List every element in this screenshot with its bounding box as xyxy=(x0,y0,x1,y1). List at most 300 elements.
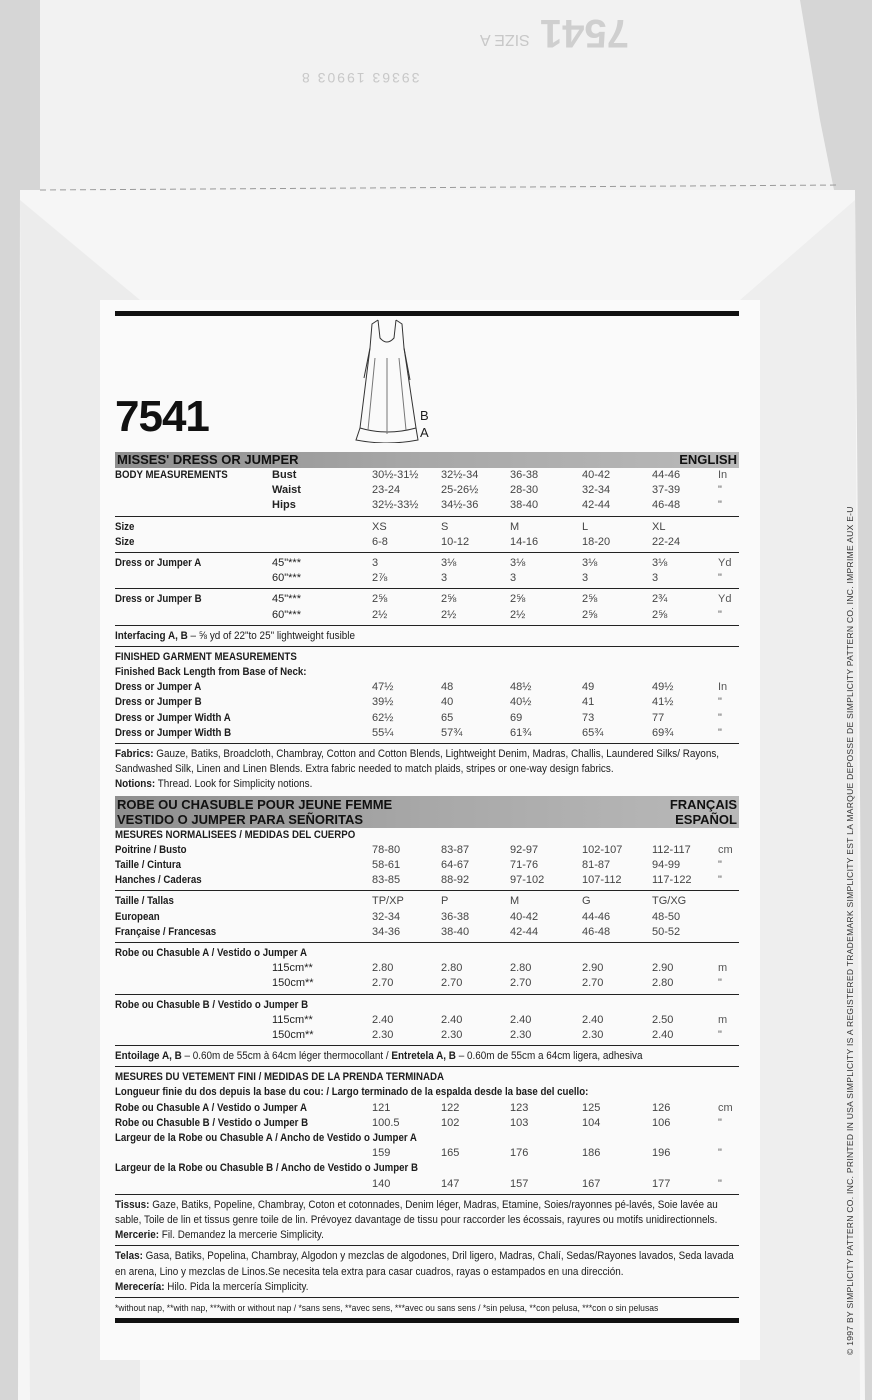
cell-value: 3 xyxy=(372,556,379,569)
row-label: Size xyxy=(115,535,135,548)
interfacing-label: Interfacing A, B xyxy=(115,629,188,642)
fr-es-yardage-b xyxy=(115,998,739,1044)
cell-value: 65 xyxy=(441,711,454,724)
cell-value: 159 xyxy=(372,1147,391,1160)
cell-value: 147 xyxy=(441,1177,460,1190)
cell-value: 2⅝ xyxy=(510,593,526,606)
cell-value: 2.40 xyxy=(372,1013,394,1026)
cell-value: 32½-33½ xyxy=(372,499,419,512)
row-sublabel: Hips xyxy=(272,499,296,512)
row-sublabel: 45"*** xyxy=(272,556,301,569)
cell-value: 3 xyxy=(441,572,448,585)
merceria-text: Hilo. Pida la mercería Simplicity. xyxy=(164,1280,309,1293)
cell-value: P xyxy=(441,895,449,908)
table-row xyxy=(115,1028,739,1043)
english-yardage-a xyxy=(115,556,739,586)
row-label: Largeur de la Robe ou Chasuble B / Ancho de Vestido o Jumper B xyxy=(115,1162,419,1175)
spanish-title: VESTIDO O JUMPER PARA SEÑORITAS xyxy=(117,812,364,828)
cell-value: 34½-36 xyxy=(441,499,479,512)
table-row xyxy=(115,843,739,858)
cell-value: 36-38 xyxy=(510,469,539,481)
cell-value: 112-117 xyxy=(652,843,691,856)
cell-value: 78-80 xyxy=(372,843,401,856)
cell-value: 22-24 xyxy=(652,535,681,548)
english-notions xyxy=(115,777,738,792)
pattern-number: 7541 xyxy=(115,392,209,441)
fr-es-sizes xyxy=(115,894,739,940)
row-label: Dress or Jumper B xyxy=(115,696,202,709)
dress-illustration xyxy=(350,318,425,443)
divider xyxy=(115,1297,739,1298)
cell-value: 100.5 xyxy=(372,1116,400,1129)
table-row xyxy=(115,468,739,483)
table-row xyxy=(115,1146,739,1161)
cell-value: 102-107 xyxy=(582,843,623,856)
cell-value: 41½ xyxy=(652,696,674,709)
table-row xyxy=(115,665,739,680)
bottom-rule xyxy=(115,1318,739,1323)
english-language: ENGLISH xyxy=(679,452,737,467)
tissus-label: Tissus: xyxy=(115,1198,150,1211)
table-row xyxy=(115,1131,739,1146)
row-sublabel: 150cm** xyxy=(272,977,314,990)
cell-value: 23-24 xyxy=(372,484,401,497)
unit-label: " xyxy=(718,711,722,724)
cell-value: XS xyxy=(372,520,387,533)
unit-label: Yd xyxy=(718,593,732,606)
table-row xyxy=(115,556,739,571)
cell-value: 122 xyxy=(441,1101,460,1114)
row-label: Size xyxy=(115,520,135,533)
cell-value: 106 xyxy=(652,1116,671,1129)
notions-label: Notions: xyxy=(115,778,156,791)
table-row xyxy=(115,650,739,665)
table-row xyxy=(115,680,739,695)
cell-value: 3⅛ xyxy=(510,556,526,569)
cell-value: 3 xyxy=(652,572,659,585)
cell-value: 38-40 xyxy=(441,925,470,938)
notions-text: Thread. Look for Simplicity notions. xyxy=(155,778,313,791)
cell-value: 3⅛ xyxy=(582,556,598,569)
cell-value: 71-76 xyxy=(510,859,539,871)
cell-value: 83-87 xyxy=(441,843,470,856)
cell-value: 92-97 xyxy=(510,843,539,856)
flap-pattern-number: 7541 xyxy=(540,11,629,55)
english-yardage-b xyxy=(115,592,739,622)
cell-value: 14-16 xyxy=(510,535,539,548)
cell-value: 94-99 xyxy=(652,859,681,871)
divider xyxy=(115,994,739,995)
telas-text: Gasa, Batiks, Popelina, Chambray, Algodon y mezclas de algodones, Dril ligero, Madras, Chalí, Sedas/Rayones lavados, Seda lavada en arena, Lino y mezclas de Linos.Se necesita tela extra para casar cuadros, rayas o estampados en una dirección. xyxy=(115,1250,734,1278)
divider xyxy=(115,942,739,943)
cell-value: 2.90 xyxy=(652,962,674,975)
cell-value: 40-42 xyxy=(582,469,611,481)
cell-value: 32-34 xyxy=(372,910,401,923)
cell-value: 46-48 xyxy=(582,925,611,938)
english-interfacing xyxy=(115,629,738,644)
entoilage-text: – 0.60m de 55cm à 64cm léger thermocollant / xyxy=(181,1050,392,1063)
cell-value: 39½ xyxy=(372,696,394,709)
cell-value: 62½ xyxy=(372,711,394,724)
row-label: Robe ou Chasuble B / Vestido o Jumper B xyxy=(115,998,309,1011)
row-sublabel: 150cm** xyxy=(272,1028,314,1041)
divider xyxy=(115,743,739,744)
cell-value: 48½ xyxy=(510,681,532,694)
cell-value: 104 xyxy=(582,1116,601,1129)
table-row xyxy=(115,894,739,909)
table-row xyxy=(115,828,739,843)
cell-value: 32-34 xyxy=(582,484,611,497)
cell-value: 42-44 xyxy=(582,499,611,512)
cell-value: 2.80 xyxy=(372,962,394,975)
unit-label: cm xyxy=(718,843,733,856)
table-row xyxy=(115,1177,739,1192)
cell-value: 107-112 xyxy=(582,874,622,887)
row-label: European xyxy=(115,910,160,923)
cell-value: TP/XP xyxy=(372,895,404,908)
fr-es-body-measurements xyxy=(115,828,739,889)
table-row xyxy=(115,961,739,976)
cell-value: 6-8 xyxy=(372,535,388,548)
cell-value: 77 xyxy=(652,711,665,724)
row-sublabel: 45"*** xyxy=(272,593,301,606)
cell-value: 140 xyxy=(372,1177,391,1190)
row-sublabel: 115cm** xyxy=(272,1013,313,1026)
cell-value: 44-46 xyxy=(582,910,611,923)
cell-value: TG/XG xyxy=(652,895,687,908)
table-row xyxy=(115,520,739,535)
unit-label: " xyxy=(718,859,722,871)
divider xyxy=(115,1245,739,1246)
row-label: Robe ou Chasuble B / Vestido o Jumper B xyxy=(115,1116,309,1129)
cell-value: 123 xyxy=(510,1101,529,1114)
cell-value: 48-50 xyxy=(652,910,681,923)
divider xyxy=(115,1194,739,1195)
cell-value: 2.40 xyxy=(652,1028,674,1041)
cell-value: 41 xyxy=(582,696,595,709)
copyright-side-text: © 1997 BY SIMPLICITY PATTERN CO. INC. PRINTED IN USA SIMPLICITY IS A REGISTERED TRADEMARK SIMPLICITY EST LA MARQUE DEPOSSE DE SIMPLICITY PATTERN CO. INC. IMPRIME AUX E-U xyxy=(845,506,855,1355)
row-label: Dress or Jumper A xyxy=(115,681,202,694)
row-label: Dress or Jumper A xyxy=(115,556,202,569)
cell-value: G xyxy=(582,895,591,908)
divider xyxy=(115,588,739,589)
cell-value: 28-30 xyxy=(510,484,539,497)
unit-label: " xyxy=(718,1116,722,1129)
merceria-label: Merecería: xyxy=(115,1280,165,1293)
cell-value: 64-67 xyxy=(441,859,470,871)
divider xyxy=(115,890,739,891)
table-row xyxy=(115,483,739,498)
nap-footnote: *without nap, **with nap, ***with or without nap / *sans sens, **avec sens, ***avec ou sans sens / *sin pelusa, **con pelusa, ***con o sin pelusas xyxy=(115,1302,659,1314)
french-title: ROBE OU CHASUBLE POUR JEUNE FEMME xyxy=(117,796,393,812)
table-row xyxy=(115,695,739,710)
table-row xyxy=(115,1013,739,1028)
table-row xyxy=(115,498,739,513)
cell-value: 2.80 xyxy=(652,977,674,990)
cell-value: 176 xyxy=(510,1147,529,1160)
table-row xyxy=(115,946,739,961)
cell-value: 50-52 xyxy=(652,925,681,938)
cell-value: 196 xyxy=(652,1147,671,1160)
row-label: Largeur de la Robe ou Chasuble A / Ancho de Vestido o Jumper A xyxy=(115,1132,417,1145)
english-body-measurements xyxy=(115,468,739,514)
row-label: Longueur finie du dos depuis la base du cou: / Largo terminado de la espalda desde la base del cuello: xyxy=(115,1086,589,1099)
cell-value: 2.30 xyxy=(441,1028,463,1041)
row-sublabel: Waist xyxy=(272,484,301,497)
unit-label: m xyxy=(718,1013,728,1026)
table-row xyxy=(115,726,739,741)
cell-value: 177 xyxy=(652,1177,671,1190)
row-label: Finished Back Length from Base of Neck: xyxy=(115,666,307,679)
measurement-chart xyxy=(115,452,739,1323)
unit-label: " xyxy=(718,1147,722,1160)
flap-size: SIZE A xyxy=(480,31,530,48)
cell-value: 25-26½ xyxy=(441,484,479,497)
cell-value: 55¼ xyxy=(372,726,394,739)
row-label: FINISHED GARMENT MEASUREMENTS xyxy=(115,650,297,663)
fr-es-header-bar xyxy=(115,796,739,828)
cell-value: 47½ xyxy=(372,681,394,694)
flap-barcode: 39363 19903 8 xyxy=(300,70,420,86)
cell-value: 2½ xyxy=(372,608,388,621)
row-label: MESURES NORMALISEES / MEDIDAS DEL CUERPO xyxy=(115,828,356,841)
unit-label: " xyxy=(718,484,722,497)
telas-label: Telas: xyxy=(115,1250,143,1263)
cell-value: 18-20 xyxy=(582,535,611,548)
cell-value: 3 xyxy=(510,572,517,585)
divider xyxy=(115,516,739,517)
mercerie-text: Fil. Demandez la mercerie Simplicity. xyxy=(159,1229,324,1242)
cell-value: 65¾ xyxy=(582,726,604,739)
cell-value: 2.70 xyxy=(510,977,532,990)
cell-value: 2.80 xyxy=(510,962,532,975)
cell-value: 42-44 xyxy=(510,925,539,938)
divider xyxy=(115,1045,739,1046)
table-row xyxy=(115,1101,739,1116)
fabrics-label: Fabrics: xyxy=(115,748,154,761)
top-rule xyxy=(115,311,739,316)
table-row xyxy=(115,925,739,940)
cell-value: 2.30 xyxy=(372,1028,394,1041)
cell-value: 103 xyxy=(510,1116,529,1129)
cell-value: 3⅛ xyxy=(441,556,457,569)
cell-value: 102 xyxy=(441,1116,460,1129)
cell-value: 40-42 xyxy=(510,910,539,923)
unit-label: " xyxy=(718,572,722,585)
unit-label: Yd xyxy=(718,556,732,569)
cell-value: 48 xyxy=(441,681,454,694)
unit-label: cm xyxy=(718,1101,733,1114)
row-sublabel: 60"*** xyxy=(272,608,301,621)
fr-es-finished-measurements xyxy=(115,1070,739,1192)
table-row xyxy=(115,1116,739,1131)
cell-value: 186 xyxy=(582,1147,601,1160)
entoilage-label: Entoilage A, B xyxy=(115,1050,182,1063)
cell-value: 157 xyxy=(510,1177,529,1190)
cell-value: 10-12 xyxy=(441,535,470,548)
cell-value: 165 xyxy=(441,1147,460,1160)
english-fabrics xyxy=(115,747,738,777)
cell-value: 3 xyxy=(582,572,589,585)
cell-value: 44-46 xyxy=(652,469,681,481)
cell-value: 58-61 xyxy=(372,859,401,871)
cell-value: 32½-34 xyxy=(441,469,479,481)
unit-label: " xyxy=(718,696,722,709)
cell-value: M xyxy=(510,895,520,908)
table-row xyxy=(115,535,739,550)
divider xyxy=(115,1066,739,1067)
cell-value: 2½ xyxy=(441,608,457,621)
cell-value: 36-38 xyxy=(441,910,470,923)
cell-value: 2.40 xyxy=(582,1013,604,1026)
spanish-fabrics xyxy=(115,1249,738,1279)
unit-label: In xyxy=(718,681,728,694)
table-row xyxy=(115,1070,739,1085)
divider xyxy=(115,646,739,647)
view-label-a: A xyxy=(420,425,429,440)
divider xyxy=(115,552,739,553)
cell-value: 2⅝ xyxy=(441,593,457,606)
row-label: Dress or Jumper Width A xyxy=(115,711,231,724)
cell-value: 61¾ xyxy=(510,726,532,739)
unit-label: " xyxy=(718,1177,722,1190)
row-label: BODY MEASUREMENTS xyxy=(115,469,228,481)
row-label: Française / Francesas xyxy=(115,925,217,938)
cell-value: 2½ xyxy=(510,608,526,621)
spanish-language: ESPAÑOL xyxy=(675,812,737,828)
cell-value: 49 xyxy=(582,681,595,694)
cell-value: M xyxy=(510,520,520,533)
french-fabrics xyxy=(115,1198,738,1228)
cell-value: 34-36 xyxy=(372,925,401,938)
cell-value: 2⅝ xyxy=(582,593,598,606)
cell-value: 37-39 xyxy=(652,484,681,497)
cell-value: 121 xyxy=(372,1101,391,1114)
english-finished-measurements xyxy=(115,650,739,741)
row-label: Poitrine / Busto xyxy=(115,843,187,856)
cell-value: 126 xyxy=(652,1101,671,1114)
cell-value: 81-87 xyxy=(582,859,611,871)
spanish-notions xyxy=(115,1280,738,1295)
mercerie-label: Mercerie: xyxy=(115,1229,160,1242)
unit-label: " xyxy=(718,874,722,887)
table-row xyxy=(115,1085,739,1100)
row-sublabel: 115cm** xyxy=(272,962,313,975)
table-row xyxy=(115,608,739,623)
cell-value: 2.40 xyxy=(510,1013,532,1026)
cell-value: 83-85 xyxy=(372,874,401,887)
cell-value: 2.50 xyxy=(652,1013,674,1026)
cell-value: 69¾ xyxy=(652,726,674,739)
english-sizes xyxy=(115,520,739,550)
interfacing-text: – ⅝ yd of 22"to 25" lightweight fusible xyxy=(187,629,355,642)
cell-value: 117-122 xyxy=(652,874,692,887)
french-notions xyxy=(115,1228,738,1243)
english-header-bar xyxy=(115,452,739,468)
cell-value: 30½-31½ xyxy=(372,469,419,481)
row-label: Robe ou Chasuble A / Vestido o Jumper A xyxy=(115,1101,308,1114)
cell-value: L xyxy=(582,520,589,533)
table-row xyxy=(115,873,739,888)
cell-value: 2⅝ xyxy=(582,608,598,621)
fabrics-text: Gauze, Batiks, Broadcloth, Chambray, Cotton and Cotton Blends, Lightweight Denim, Madras, Challis, Laundered Silks/ Rayons, Sandwashed Silk, Linen and Linen Blends. Extra fabric needed to match plaids, stripes or one-way design fabrics. xyxy=(115,748,720,776)
cell-value: S xyxy=(441,520,449,533)
unit-label: " xyxy=(718,726,722,739)
cell-value: 167 xyxy=(582,1177,601,1190)
unit-label: In xyxy=(718,469,728,481)
row-label: MESURES DU VETEMENT FINI / MEDIDAS DE LA PRENDA TERMINADA xyxy=(115,1071,444,1084)
row-label: Dress or Jumper B xyxy=(115,593,202,606)
cell-value: 125 xyxy=(582,1101,601,1114)
row-sublabel: 60"*** xyxy=(272,572,301,585)
unit-label: " xyxy=(718,1028,722,1041)
cell-value: XL xyxy=(652,520,666,533)
cell-value: 2.70 xyxy=(582,977,604,990)
cell-value: 2.40 xyxy=(441,1013,463,1026)
table-row xyxy=(115,858,739,873)
english-title: MISSES' DRESS OR JUMPER xyxy=(117,452,299,467)
cell-value: 40 xyxy=(441,696,454,709)
entretela-label: Entretela A, B xyxy=(391,1050,456,1063)
fr-es-yardage-a xyxy=(115,946,739,992)
table-row xyxy=(115,711,739,726)
table-row xyxy=(115,976,739,991)
cell-value: 2⅞ xyxy=(372,572,388,585)
unit-label: " xyxy=(718,499,722,512)
table-row xyxy=(115,998,739,1013)
cell-value: 40½ xyxy=(510,696,532,709)
cell-value: 2.70 xyxy=(441,977,463,990)
unit-label: m xyxy=(718,962,728,975)
row-label: Taille / Cintura xyxy=(115,859,181,871)
cell-value: 2.30 xyxy=(510,1028,532,1041)
cell-value: 38-40 xyxy=(510,499,539,512)
cell-value: 2.30 xyxy=(582,1028,604,1041)
cell-value: 46-48 xyxy=(652,499,681,512)
cell-value: 57¾ xyxy=(441,726,463,739)
fr-es-interfacing xyxy=(115,1049,738,1064)
cell-value: 97-102 xyxy=(510,874,545,887)
table-row xyxy=(115,910,739,925)
table-row xyxy=(115,1161,739,1176)
cell-value: 3⅛ xyxy=(652,556,668,569)
divider xyxy=(115,625,739,626)
row-label: Hanches / Caderas xyxy=(115,874,202,887)
cell-value: 2.90 xyxy=(582,962,604,975)
row-sublabel: Bust xyxy=(272,469,297,481)
view-label-b: B xyxy=(420,408,429,423)
tissus-text: Gaze, Batiks, Popeline, Chambray, Coton et cotonnades, Denim léger, Madras, Etamine, Soies/rayonnes pé-lavés, Soie lavée au sable, Toile de lin et tissus genre toile de lin. Prévoyez davantage de tissu pour raccorder les écossais, rayures ou motifs unidirectionnels. xyxy=(115,1198,718,1226)
row-label: Robe ou Chasuble A / Vestido o Jumper A xyxy=(115,946,308,959)
cell-value: 2⅝ xyxy=(652,608,668,621)
cell-value: 2¾ xyxy=(652,593,668,606)
unit-label: " xyxy=(718,977,722,990)
cell-value: 88-92 xyxy=(441,874,470,887)
cell-value: 49½ xyxy=(652,681,674,694)
cell-value: 69 xyxy=(510,711,523,724)
cell-value: 73 xyxy=(582,711,595,724)
row-label: Dress or Jumper Width B xyxy=(115,726,232,739)
cell-value: 2.70 xyxy=(372,977,394,990)
unit-label: " xyxy=(718,608,722,621)
table-row xyxy=(115,592,739,607)
french-language: FRANÇAIS xyxy=(669,796,737,812)
row-label: Taille / Tallas xyxy=(115,895,174,908)
entretela-text: – 0.60m de 55cm a 64cm ligera, adhesiva xyxy=(455,1050,643,1063)
table-row xyxy=(115,571,739,586)
cell-value: 2.80 xyxy=(441,962,463,975)
cell-value: 2⅝ xyxy=(372,593,388,606)
